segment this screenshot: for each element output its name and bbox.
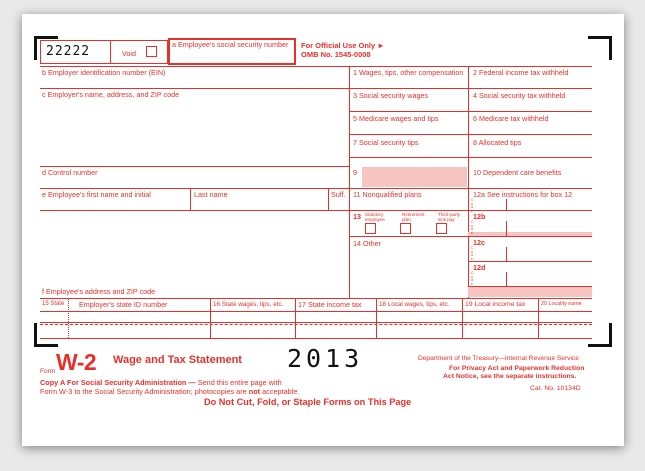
third-party-sick-pay-checkbox[interactable] [436,223,447,234]
ssn-label: a Employee's social security number [172,40,289,49]
department-label: Department of the Treasury—Internal Revenue Service [418,355,579,362]
box-12b-code-marker: C o d e [471,220,474,235]
box-d-label: d Control number [42,168,98,177]
box-e-first-label: e Employee's first name and initial [42,190,151,199]
box-3-label: 3 Social security wages [353,91,429,100]
box-13-thirdparty-label: Third-party sick pay [438,212,461,222]
box-12c-label: 12c [473,238,485,247]
tax-year: 2013 [287,344,364,373]
box-14-label: 14 Other [353,239,381,248]
box-9-label: 9 [353,168,357,177]
box-12-shade-a [468,232,592,236]
box-f-label: f Employee's address and ZIP code [42,287,156,296]
box-4-label: 4 Social security tax withheld [473,91,566,100]
box-e-suffix-label: Suff. [331,190,346,199]
w2-form-page [22,14,624,446]
form-title: Wage and Tax Statement [113,354,242,366]
box-b-label: b Employer identification number (EIN) [42,68,166,77]
copy-a-line-2: Form W-3 to the Social Security Administration; photocopies are not acceptable. [40,387,300,396]
box-e-last-label: Last name [194,190,228,199]
box-15-id-label: Employer's state ID number [79,300,168,309]
official-use-label: For Official Use Only ► [301,41,385,50]
privacy-line-1: For Privacy Act and Paperwork Reduction [449,365,585,372]
box-12b-label: 12b [473,212,486,221]
box-12a-label: 12a See instructions for box 12 [473,190,573,199]
box-13-retirement-label: Retirement plan [402,212,425,222]
do-not-cut-notice: Do Not Cut, Fold, or Staple Forms on This Page [204,397,412,407]
box-6-label: 6 Medicare tax withheld [473,114,549,123]
box-12d-code-marker: C o d e [471,271,474,286]
box-8-label: 8 Allocated tips [473,138,522,147]
box-20-label: 20 Locality name [541,301,582,307]
box-5-label: 5 Medicare wages and tips [353,114,439,123]
box-7-label: 7 Social security tips [353,138,419,147]
box-13-statutory-label: Statutory employee [365,212,385,222]
corner-mark-bottom-left [34,323,58,347]
box-c-label: c Employer's name, address, and ZIP code [42,90,180,99]
form-name-w2: W-2 [56,349,97,375]
box-16-label: 16 State wages, tips, etc. [213,301,284,308]
box-f-shaded-edge [468,287,592,297]
privacy-line-2: Act Notice, see the separate instructions. [443,373,577,380]
box-12a-code-marker: C o d e [471,198,474,213]
box-15-state-label: 15 State [42,301,65,307]
void-label: Void [122,49,136,58]
form-code: 22222 [46,44,91,59]
box-11-label: 11 Nonqualified plans [353,190,422,199]
box-13-label: 13 [353,212,361,221]
box-9-shaded [362,167,467,187]
corner-mark-top-right [588,36,612,60]
box-2-label: 2 Federal income tax withheld [473,68,569,77]
copy-a-line-1: Copy A For Social Security Administration — Send this entire page with [40,378,282,387]
statutory-employee-checkbox[interactable] [365,223,376,234]
box-19-label: 19 Local income tax [465,301,526,308]
corner-mark-bottom-right [588,323,612,347]
box-17-label: 17 State income tax [298,300,362,309]
box-18-label: 18 Local wages, tips, etc. [379,301,450,308]
box-12c-code-marker: C o d e [471,246,474,261]
retirement-plan-checkbox[interactable] [400,223,411,234]
void-checkbox[interactable] [146,46,157,57]
omb-number: OMB No. 1545-0008 [301,50,371,59]
box-10-label: 10 Dependent care benefits [473,168,562,177]
form-word: Form [40,368,56,375]
catalog-number: Cat. No. 10134D [530,385,581,392]
box-12d-label: 12d [473,263,486,272]
box-1-label: 1 Wages, tips, other compensation [353,68,464,77]
